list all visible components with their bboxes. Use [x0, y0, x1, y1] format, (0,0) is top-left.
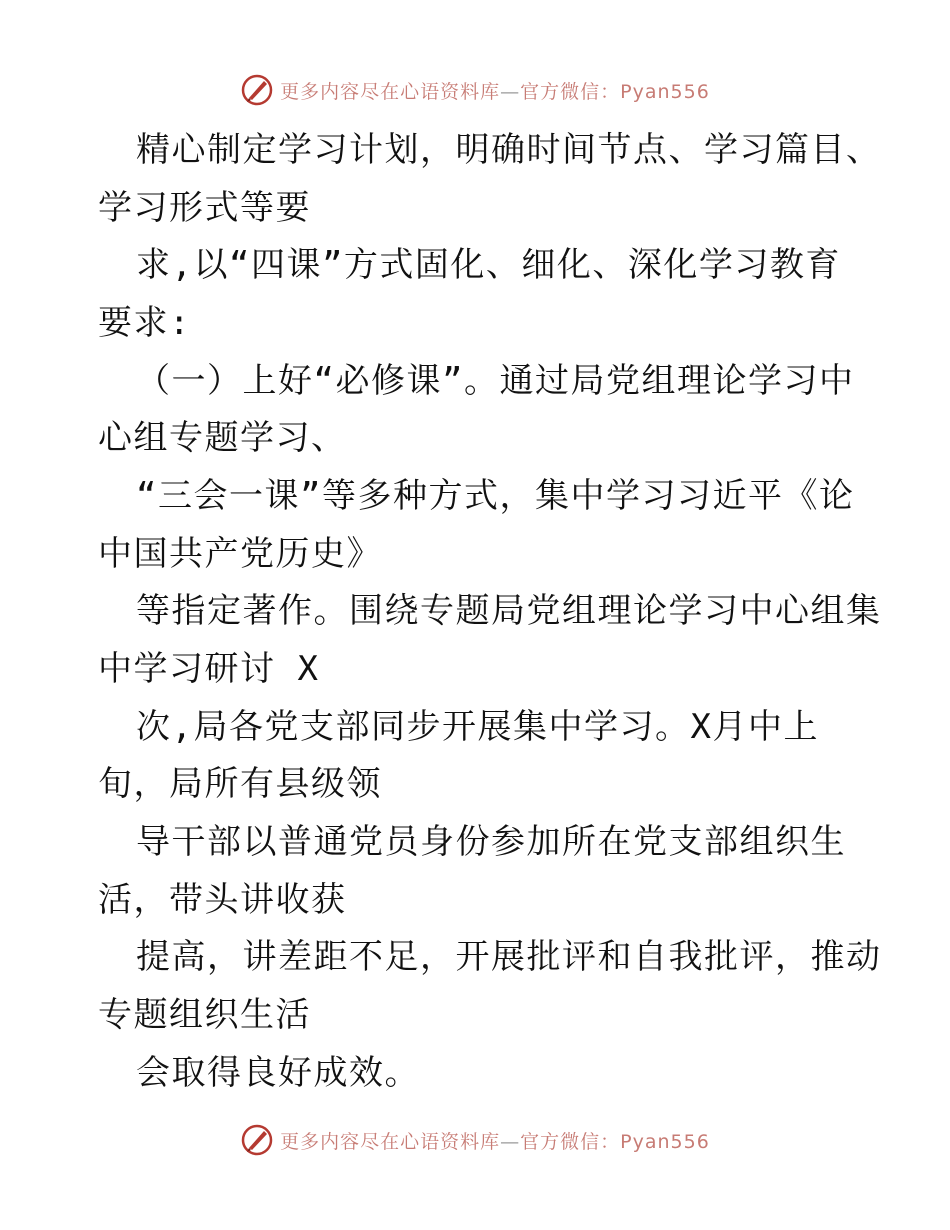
banner-separator: —: [500, 1130, 521, 1153]
paragraph-line: 学习形式等要: [98, 188, 311, 228]
paragraph-line: 导干部以普通党员身份参加所在党支部组织生: [136, 822, 846, 862]
paragraph-line: “三会一课”等多种方式，集中学习习近平《论: [136, 476, 855, 516]
quill-pen-icon: [240, 1123, 274, 1157]
paragraph-line: 次,局各党支部同步开展集中学习。X月中上: [136, 707, 819, 747]
paragraph-line: 等指定著作。围绕专题局党组理论学习中心组集: [136, 591, 882, 631]
paragraph-line: 要求:: [98, 303, 191, 343]
banner-wechat: 官方微信：Pyan556: [520, 1130, 710, 1153]
header-banner: [0, 70, 950, 110]
banner-lead: 更多内容尽在心语资料库: [280, 1130, 501, 1153]
banner-wechat: 官方微信：Pyan556: [520, 80, 710, 103]
paragraph-line: （一）上好“必修课”。通过局党组理论学习中: [136, 361, 855, 401]
paragraph-line: 心组专题学习、: [98, 418, 347, 458]
footer-banner: [0, 1120, 950, 1160]
quill-pen-icon: [240, 73, 274, 107]
banner-lead: 更多内容尽在心语资料库: [280, 80, 501, 103]
paragraph-line: 会取得良好成效。: [136, 1053, 420, 1093]
banner-separator: —: [500, 80, 521, 103]
paragraph-line: 旬，局所有县级领: [98, 764, 382, 804]
paragraph-line: 活，带头讲收获: [98, 880, 347, 920]
paragraph-line: 中学习研讨 X: [98, 649, 320, 689]
paragraph-line: 提高，讲差距不足，开展批评和自我批评，推动: [136, 937, 882, 977]
paragraph-line: 专题组织生活: [98, 995, 311, 1035]
banner-text: [280, 77, 710, 104]
banner-text: [280, 1127, 710, 1154]
paragraph-line: 中国共产党历史》: [98, 534, 382, 574]
paragraph-line: 精心制定学习计划，明确时间节点、学习篇目、: [136, 130, 882, 170]
paragraph-line: 求,以“四课”方式固化、细化、深化学习教育: [136, 245, 841, 285]
